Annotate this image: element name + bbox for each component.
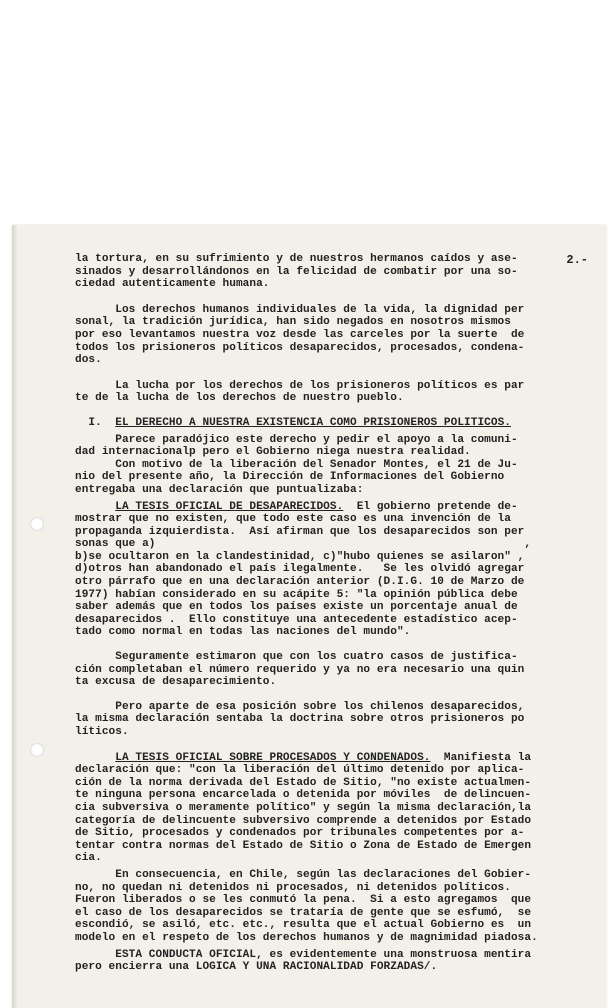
thesis-procesados-title: LA TESIS OFICIAL SOBRE PROCESADOS Y CONDENADOS. <box>115 751 431 764</box>
text-fragment: El gobierno pretende de- <box>343 500 518 513</box>
text-line: La lucha por los derechos de los prisioneros políticos es par <box>75 379 525 392</box>
text-line: Seguramente estimaron que con los cuatro casos de justifica- <box>75 651 518 664</box>
text-line: sonas que a) , <box>75 538 532 551</box>
text-line: b)se ocultaron en la clandestinidad, c)"hubo quienes se asilaron" , <box>75 550 525 563</box>
text-line: otro párrafo que en una declaración anterior (D.I.G. 10 de Marzo de <box>75 576 525 589</box>
text-line: saber además que en todos los países existe un porcentaje anual de <box>75 601 518 614</box>
text-line: Pero aparte de esa posición sobre los chilenos desaparecidos, <box>75 700 525 713</box>
text-line: tentar contra normas del Estado de Sitio o Zona de Estado de Emergen <box>75 839 532 852</box>
paragraph-1 <box>75 253 590 291</box>
text-line: categoría de delincuente subversivo comprende a detenidos por Estado <box>75 814 532 827</box>
paragraph-10 <box>75 949 590 974</box>
text-line: todos los prisioneros políticos desaparecidos, procesados, condena- <box>75 341 525 354</box>
text-line: el caso de los desaparecidos se trataría de gente que se esfumó, se <box>75 906 532 919</box>
punch-hole-bottom <box>30 743 44 757</box>
text-line: nio del presente año, la Dirección de Informaciones del Gobierno <box>75 471 505 484</box>
text-line: de Sitio, procesados y condenados por tribunales competentes por a- <box>75 827 525 840</box>
text-line: te ninguna persona encarcelada o detenida por móviles de delincuen- <box>75 789 532 802</box>
text-line <box>75 752 590 765</box>
text-line: ta excusa de desaparecimiento. <box>75 676 277 689</box>
text-line: cia subversiva o meramente político" y según la misma declaración,la <box>75 801 532 814</box>
text-line: Fueron liberados o se les conmutó la pena. Si a esto agregamos que <box>75 894 532 907</box>
text-line: propaganda izquierdista. Así afirman que los desaparecidos son per <box>75 525 525 538</box>
text-line: por eso levantamos nuestra voz desde las carceles por la suerte de <box>75 328 525 341</box>
text-line: ción completaban el número requerido y ya no era necesario una quin <box>75 663 525 676</box>
section-number: I. <box>75 416 116 429</box>
text-line: cia. <box>75 852 102 865</box>
document-body <box>75 253 590 974</box>
text-line <box>75 501 590 514</box>
text-line: dos. <box>75 354 102 367</box>
text-fragment: Manifiesta la <box>430 751 532 764</box>
text-line: líticos. <box>75 726 129 738</box>
text-line: no, no quedan ni detenidos ni procesados, ni detenidos políticos. <box>75 881 511 894</box>
paragraph-4 <box>75 434 590 497</box>
section-heading <box>75 417 590 430</box>
paragraph-8 <box>75 752 590 865</box>
paragraph-6 <box>75 651 590 689</box>
text-line: declaración que: "con la liberación del último detenido por aplica- <box>75 764 525 777</box>
text-line: tado como normal en todas las naciones del mundo". <box>75 626 411 639</box>
paragraph-5 <box>75 501 590 640</box>
text-line: ción de la norma derivada del Estado de Sitio, "no existe actualmen- <box>75 776 532 789</box>
document-page <box>12 225 606 1008</box>
text-line: Con motivo de la liberación del Senador Montes, el 21 de Ju- <box>75 458 518 471</box>
punch-hole-top <box>30 517 44 531</box>
paragraph-3 <box>75 380 590 405</box>
page-edge-shadow <box>12 225 18 1008</box>
text-line: sinados y desarrollándonos en la felicidad de combatir por una so- <box>75 265 518 278</box>
text-line: modelo en el respeto de los derechos humanos y de magnimidad piadosa. <box>75 931 538 944</box>
text-line: ciedad autenticamente humana. <box>75 278 270 291</box>
section-title: EL DERECHO A NUESTRA EXISTENCIA COMO PRISIONEROS POLITICOS. <box>115 416 511 429</box>
text-line: Los derechos humanos individuales de la vida, la dignidad per <box>75 303 525 316</box>
text-line: desaparecidos . Ello constituye una antecedente estadístico acep- <box>75 613 518 626</box>
text-line: Parece paradójico este derecho y pedir el apoyo a la comuni- <box>75 433 518 446</box>
paragraph-9 <box>75 869 590 945</box>
paragraph-2 <box>75 304 590 367</box>
text-line: escondió, se asiló, etc. etc., resulta que el actual Gobierno es un <box>75 919 532 932</box>
page-number: 2.- <box>566 253 588 267</box>
paragraph-7 <box>75 701 590 739</box>
text-line: la tortura, en su sufrimiento y de nuestros hermanos caídos y ase- <box>75 253 518 265</box>
text-line: entregaba una declaración que puntualizaba: <box>75 483 364 496</box>
text-line: pero encierra una LOGICA Y UNA RACIONALIDAD FORZADAS/. <box>75 961 438 974</box>
text-line: ESTA CONDUCTA OFICIAL, es evidentemente una monstruosa mentira <box>75 948 532 961</box>
text-line: te de la lucha de los derechos de nuestro pueblo. <box>75 392 404 405</box>
text-line: En consecuencia, en Chile, según las declaraciones del Gobier- <box>75 868 532 881</box>
thesis-desaparecidos-title: LA TESIS OFICIAL DE DESAPARECIDOS. <box>115 500 344 513</box>
text-line: dad internacionalp pero el Gobierno niega nuestra realidad. <box>75 446 471 459</box>
text-line: sonal, la tradición jurídica, han sido negados en nosotros mismos <box>75 316 511 329</box>
text-line: 1977) habían considerado en su acápite 5: "la opinión pública debe <box>75 588 518 601</box>
text-line: mostrar que no existen, que todo este caso es una invención de la <box>75 513 511 526</box>
text-line: la misma declaración sentaba la doctrina sobre otros prisioneros po <box>75 713 525 726</box>
text-line: d)otros han abandonado el país ilegalmente. Se les olvidó agregar <box>75 563 525 576</box>
